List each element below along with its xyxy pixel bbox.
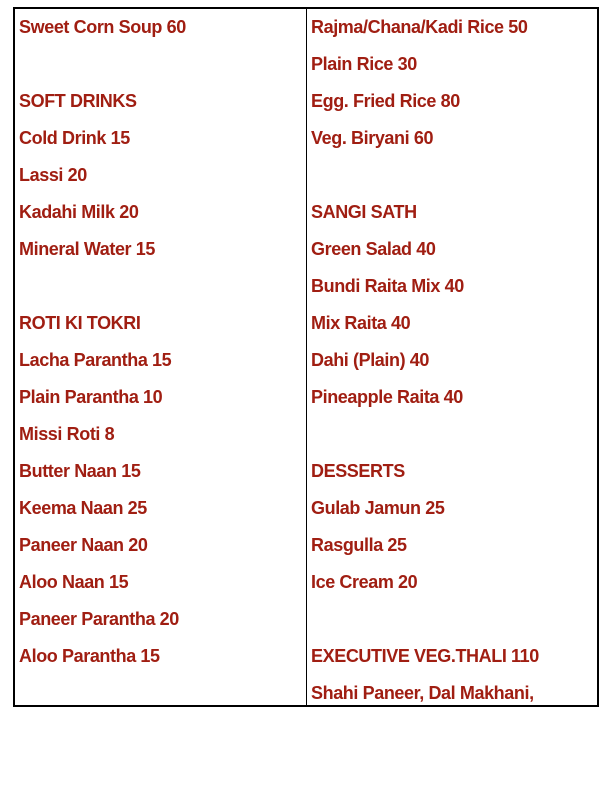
menu-line: Cold Drink 15 xyxy=(19,128,130,148)
menu-line: Keema Naan 25 xyxy=(19,498,147,518)
menu-line: Plain Parantha 10 xyxy=(19,387,163,407)
section-heading: ROTI KI TOKRI xyxy=(19,313,141,333)
menu-line: Egg. Fried Rice 80 xyxy=(311,91,460,111)
menu-line: Dahi (Plain) 40 xyxy=(311,350,430,370)
menu-column-right xyxy=(307,9,597,705)
menu-line: Aloo Parantha 15 xyxy=(19,646,160,666)
menu-line: Paneer Naan 20 xyxy=(19,535,148,555)
section-heading: EXECUTIVE VEG.THALI 110 xyxy=(311,646,539,666)
menu-line: Lacha Parantha 15 xyxy=(19,350,172,370)
menu-table xyxy=(13,7,599,707)
menu-line: Kadahi Milk 20 xyxy=(19,202,139,222)
menu-line: Aloo Naan 15 xyxy=(19,572,129,592)
section-heading: SOFT DRINKS xyxy=(19,91,137,111)
menu-line: Bundi Raita Mix 40 xyxy=(311,276,464,296)
menu-line: Paneer Parantha 20 xyxy=(19,609,179,629)
menu-line: Rasgulla 25 xyxy=(311,535,407,555)
section-heading: SANGI SATH xyxy=(311,202,417,222)
menu-line: Shahi Paneer, Dal Makhani, xyxy=(311,683,534,703)
menu-line: Missi Roti 8 xyxy=(19,424,115,444)
menu-line: Gulab Jamun 25 xyxy=(311,498,445,518)
menu-line: Rajma/Chana/Kadi Rice 50 xyxy=(311,17,528,37)
menu-line: Mineral Water 15 xyxy=(19,239,155,259)
section-heading: DESSERTS xyxy=(311,461,405,481)
menu-line: Veg. Biryani 60 xyxy=(311,128,434,148)
menu-line: Mix Raita 40 xyxy=(311,313,411,333)
menu-line: Pineapple Raita 40 xyxy=(311,387,463,407)
menu-line: Plain Rice 30 xyxy=(311,54,417,74)
menu-line: Lassi 20 xyxy=(19,165,87,185)
menu-line: Sweet Corn Soup 60 xyxy=(19,17,186,37)
menu-line: Green Salad 40 xyxy=(311,239,436,259)
menu-line: Ice Cream 20 xyxy=(311,572,418,592)
menu-column-left xyxy=(15,9,307,705)
menu-line: Butter Naan 15 xyxy=(19,461,141,481)
